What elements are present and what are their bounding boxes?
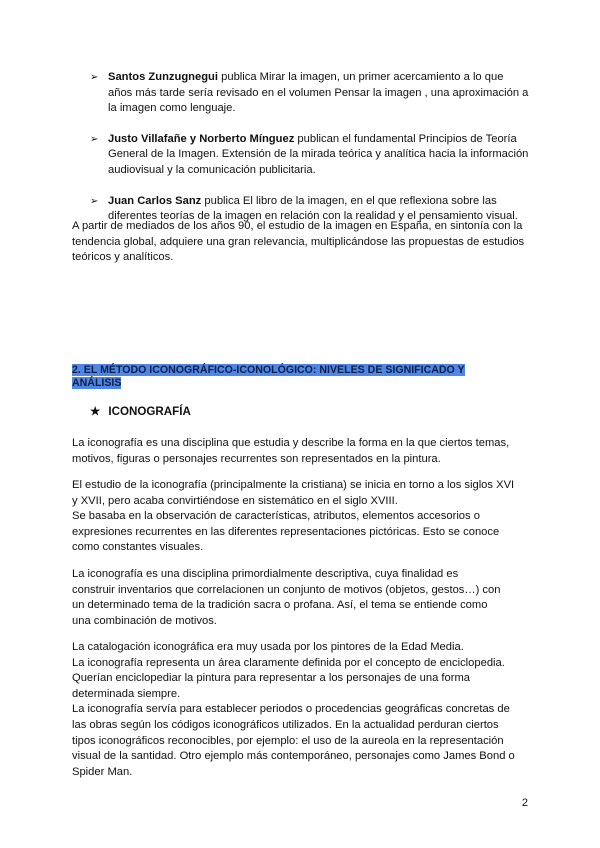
paragraph-line: Spider Man. xyxy=(72,765,133,778)
paragraph-line: expresiones recurrentes en las diferentes representaciones pictóricas. Esto se conoce xyxy=(72,525,500,538)
subheading-text: ICONOGRAFÍA xyxy=(108,405,191,418)
arrow-bullet-icon: ➢ xyxy=(90,195,99,207)
arrow-bullet-icon: ➢ xyxy=(90,72,99,83)
paragraph-line: una combinación de motivos. xyxy=(72,614,217,627)
paragraph xyxy=(72,478,540,556)
paragraph xyxy=(72,567,540,629)
bullet-author: Juan Carlos Sanz xyxy=(108,194,202,207)
bullet-author: Justo Villafañe y Norberto Mínguez xyxy=(108,132,295,145)
bullet-text: publica El libro de la imagen, en el que reflexiona sobre las diferentes teorías de la imagen en relación con la realidad y el pensamiento visual. xyxy=(108,194,518,223)
paragraph-line: La catalogación iconográfica era muy usada por los pintores de la Edad Media. xyxy=(72,641,464,653)
bullet-author: Santos Zunzugnegui xyxy=(108,71,219,83)
paragraph-line: Se basaba en la observación de características, atributos, elementos accesorios o xyxy=(72,510,480,523)
paragraph-line: como constantes visuales. xyxy=(72,541,204,554)
star-bullet-icon: ★ xyxy=(90,405,101,418)
paragraph-line: La iconografía es una disciplina primordialmente descriptiva, cuya finalidad es xyxy=(72,568,459,580)
paragraph-line: y XVII, pero acaba convirtiéndose en sistemático en el siglo XVIII. xyxy=(72,494,398,507)
bullet-text: publica Mirar la imagen, un primer acercamiento a lo que años más tarde sería revisado en el volumen Pensar la imagen , una aproximación a la imagen como lenguaje. xyxy=(108,71,529,115)
paragraph-line: las obras según los códigos iconográficos utilizados. En la actualidad perduran ciertos xyxy=(72,718,499,731)
paragraph-line: determinada siempre. xyxy=(72,687,181,700)
paragraph-line: construir inventarios que correlacionen un conjunto de motivos (objetos, gestos…) con xyxy=(72,583,501,596)
section-heading-text: 2. EL MÉTODO ICONOGRÁFICO-ICONOLÓGICO: NIVELES DE SIGNIFICADO Y ANÁLISIS xyxy=(72,364,465,389)
intro-paragraph: A partir de mediados de los años 90, el estudio de la imagen en España, en sintonía con la tendencia global, adquiere una gran relevancia, multiplicándose las propuestas de estudios teóricos y analíticos. xyxy=(72,220,525,264)
paragraph xyxy=(72,436,540,467)
subheading xyxy=(90,404,191,418)
paragraph-line: tipos iconográficos reconocibles, por ejemplo: el uso de la aureola en la representación xyxy=(72,734,504,747)
paragraph-line: visual de la santidad. Otro ejemplo más contemporáneo, personajes como James Bond o xyxy=(72,750,515,763)
bullet-item xyxy=(90,70,530,117)
bullet-list xyxy=(90,70,530,240)
paragraph-line: Querían enciclopediar la pintura para representar a los personajes de una forma xyxy=(72,672,471,685)
paragraph-line: La iconografía representa un área claramente definida por el concepto de enciclopedia. xyxy=(72,656,505,669)
bullet-text: publican el fundamental Principios de Teoría General de la Imagen. Extensión de la mirada teórica y analítica hacia la información audiovisual y la comunicación publicitaria. xyxy=(108,132,529,176)
page-number: 2 xyxy=(521,797,528,809)
paragraph-line: La iconografía servía para establecer periodos o procedencias geográficas concretas de xyxy=(72,703,510,716)
arrow-bullet-icon: ➢ xyxy=(90,133,99,145)
paragraph-line: El estudio de la iconografía (principalmente la cristiana) se inicia en torno a los siglos XVI xyxy=(72,479,515,491)
bullet-item xyxy=(90,132,530,179)
paragraph-line: un determinado tema de la tradición sacra o profana. Así, el tema se entiende como xyxy=(72,599,488,612)
paragraph-line: La iconografía es una disciplina que estudia y describe la forma en la que ciertos temas, xyxy=(72,437,510,449)
section-heading xyxy=(72,364,512,390)
paragraph-line: motivos, figuras o personajes recurrentes son representados en la pintura. xyxy=(72,452,441,465)
paragraph xyxy=(72,640,540,780)
